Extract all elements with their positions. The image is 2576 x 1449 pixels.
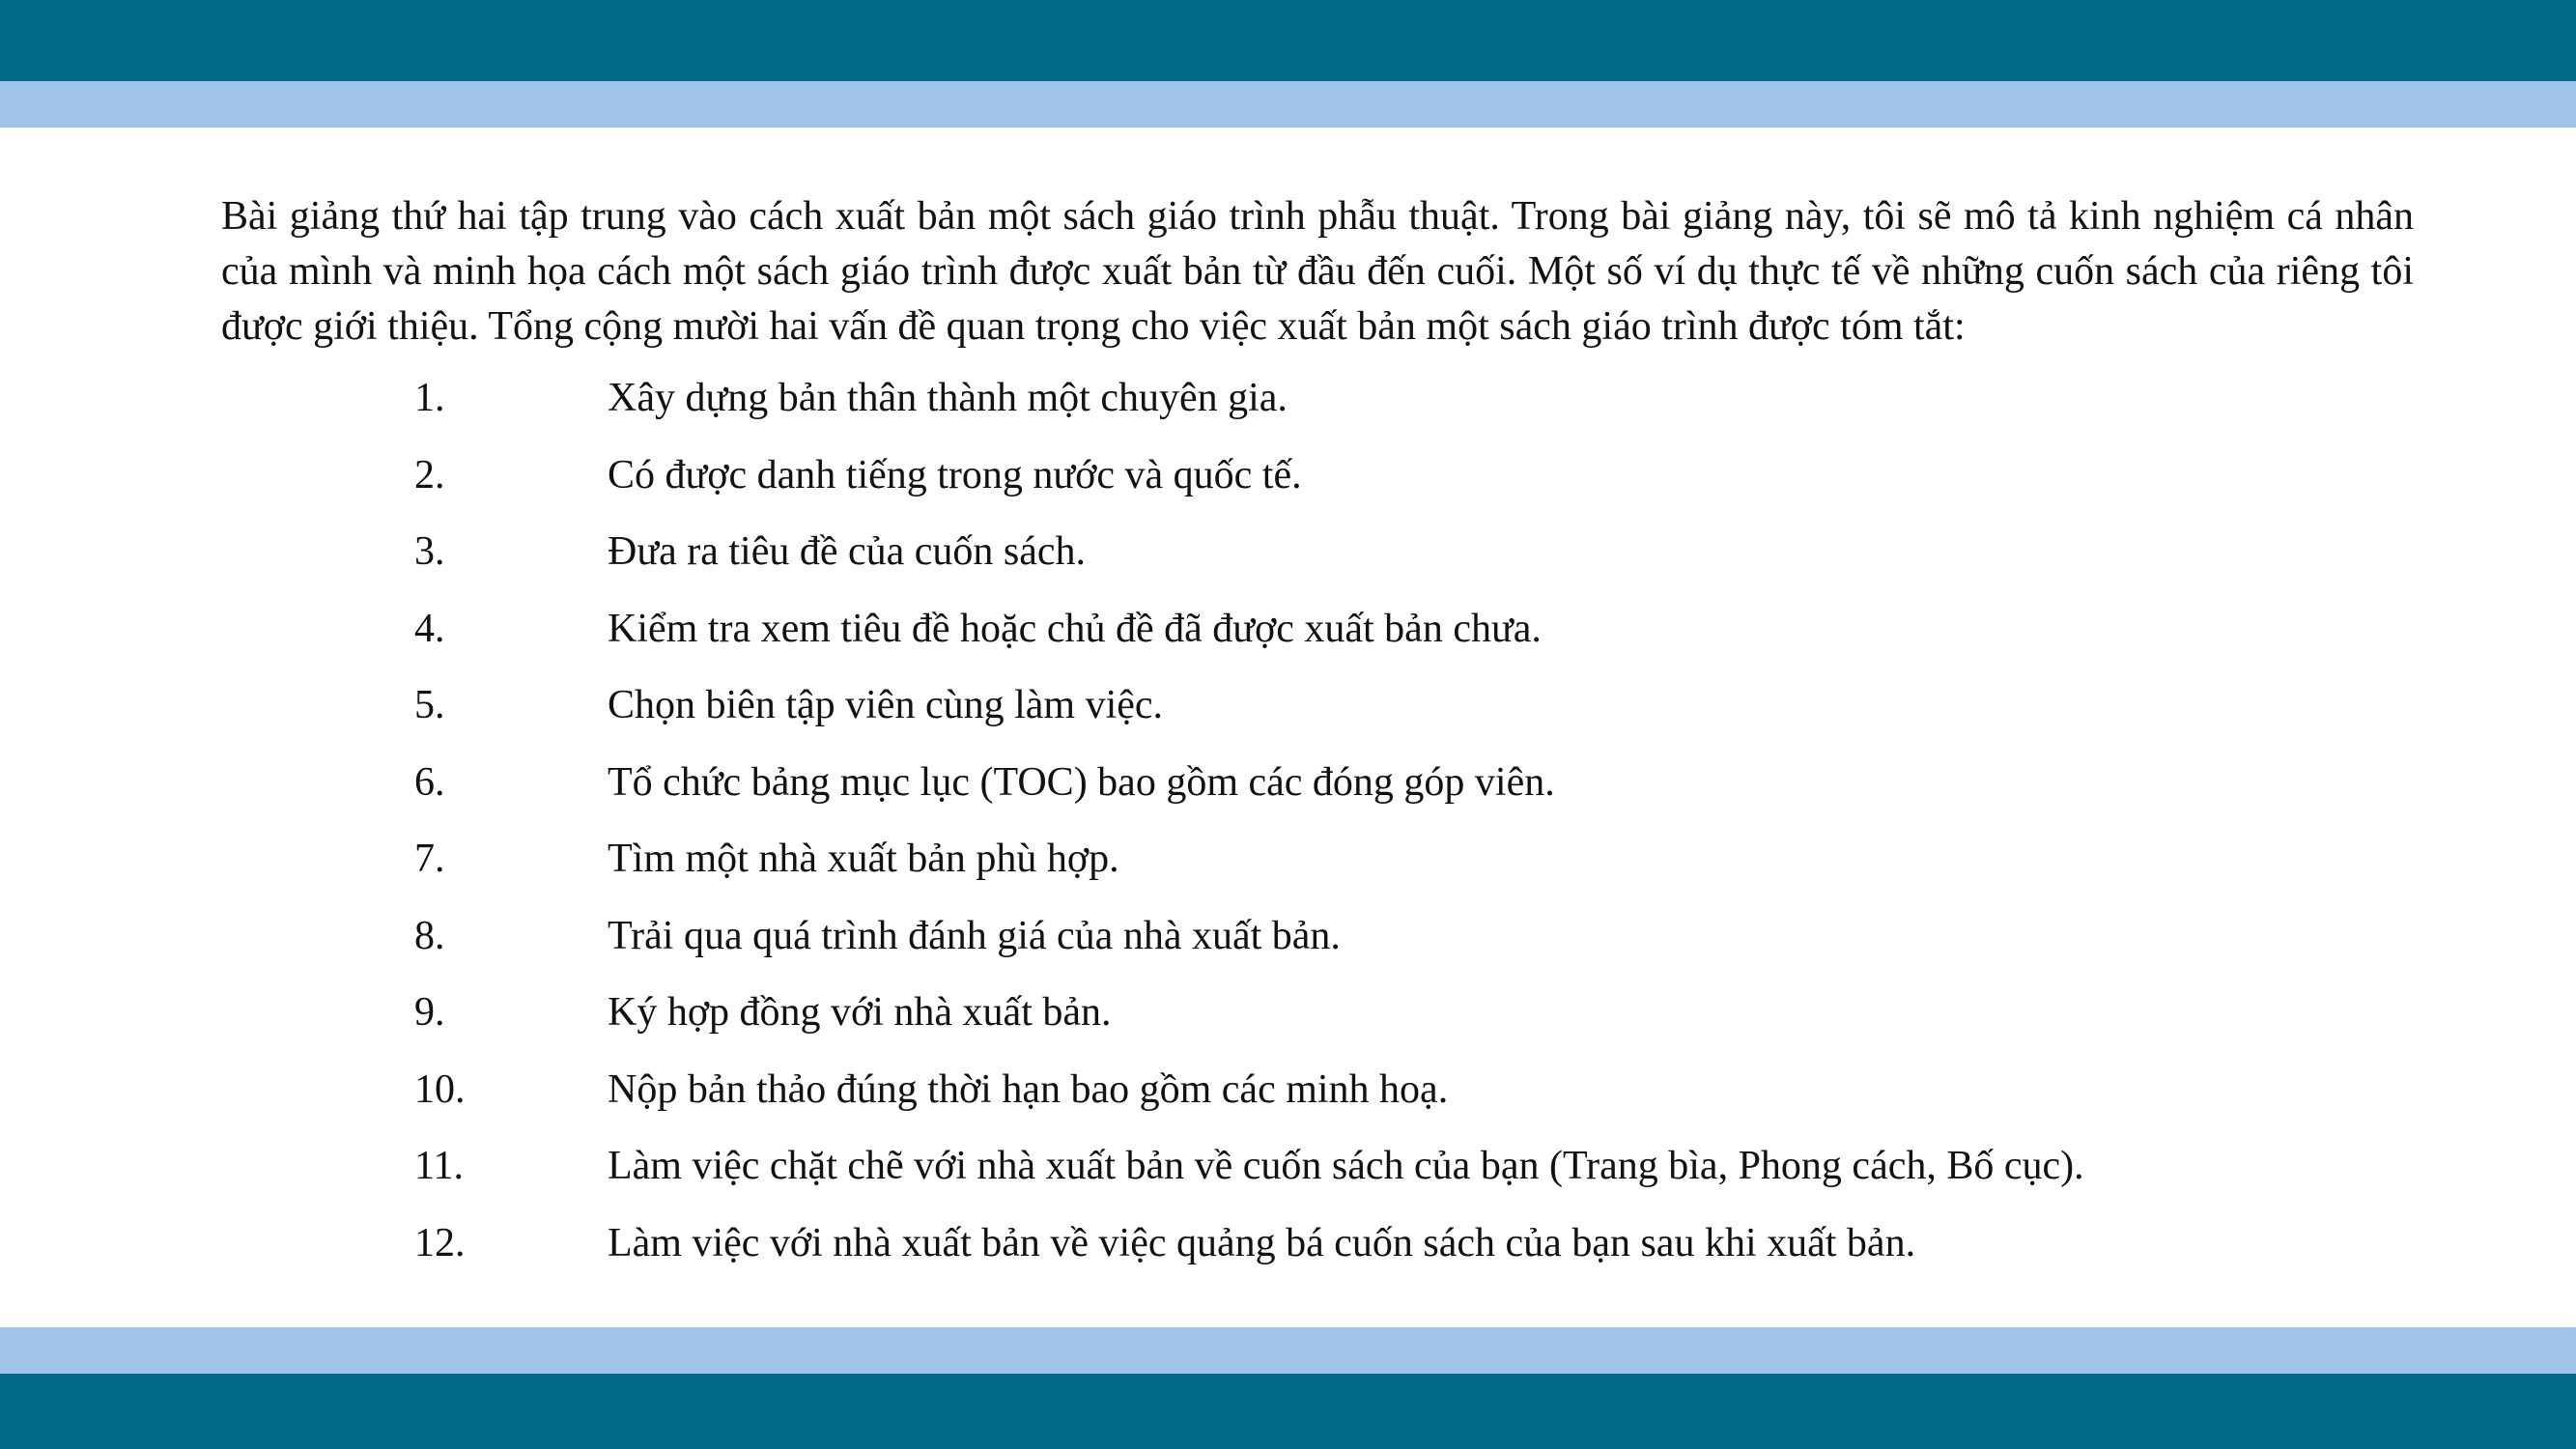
list-item xyxy=(221,525,2414,602)
list-item-number: 9. xyxy=(414,990,445,1035)
intro-paragraph: Bài giảng thứ hai tập trung vào cách xuất bản một sách giáo trình phẫu thuật. Trong bài giảng này, tôi sẽ mô tả kinh nghiệm cá nhân của mình và minh họa cách một sách giáo trình được xuất bản từ đầu đến cuối. Một số ví dụ thực tế về những cuốn sách của riêng tôi được giới thiệu. Tổng cộng mười hai vấn đề quan trọng cho việc xuất bản một sách giáo trình được tóm tắt: xyxy=(221,194,2414,349)
list-item-text: Làm việc chặt chẽ với nhà xuất bản về cuốn sách của bạn (Trang bìa, Phong cách, Bố cục). xyxy=(608,1144,2084,1188)
list-item-number: 5. xyxy=(414,683,445,727)
list-item xyxy=(221,909,2414,986)
list-item-number: 1. xyxy=(414,376,445,420)
list-item-text: Tổ chức bảng mục lục (TOC) bao gồm các đóng góp viên. xyxy=(608,759,1555,805)
list-item-number: 8. xyxy=(414,913,445,958)
top-dark-band xyxy=(0,0,2576,81)
list-item xyxy=(221,832,2414,909)
list-item-text: Kiểm tra xem tiêu đề hoặc chủ đề đã được xuất bản chưa. xyxy=(608,606,1542,651)
list-item-number: 12. xyxy=(414,1220,466,1265)
list-item-number: 6. xyxy=(414,759,445,805)
list-item xyxy=(221,448,2414,526)
list-item-text: Xây dựng bản thân thành một chuyên gia. xyxy=(608,376,1288,420)
list-item-text: Đưa ra tiêu đề của cuốn sách. xyxy=(608,529,1087,574)
list-item-text: Ký hợp đồng với nhà xuất bản. xyxy=(608,990,1112,1035)
numbered-list xyxy=(221,371,2414,1293)
slide-content xyxy=(221,189,2414,1293)
list-item xyxy=(221,678,2414,755)
list-item xyxy=(221,1063,2414,1140)
bottom-light-band xyxy=(0,1327,2576,1374)
list-item-text: Làm việc với nhà xuất bản về việc quảng bá cuốn sách của bạn sau khi xuất bản. xyxy=(608,1220,1916,1265)
list-item-number: 11. xyxy=(414,1144,464,1188)
list-item-number: 3. xyxy=(414,529,445,574)
list-item-text: Có được danh tiếng trong nước và quốc tế. xyxy=(608,452,1302,497)
list-item xyxy=(221,755,2414,833)
list-item xyxy=(221,1216,2414,1293)
top-light-band xyxy=(0,81,2576,128)
list-item-text: Tìm một nhà xuất bản phù hợp. xyxy=(608,837,1119,881)
list-item-number: 4. xyxy=(414,606,445,651)
list-item-text: Nộp bản thảo đúng thời hạn bao gồm các minh hoạ. xyxy=(608,1066,1449,1112)
bottom-dark-band xyxy=(0,1374,2576,1449)
list-item xyxy=(221,1139,2414,1216)
list-item-number: 10. xyxy=(414,1066,466,1112)
list-item-text: Trải qua quá trình đánh giá của nhà xuất bản. xyxy=(608,913,1341,958)
list-item xyxy=(221,985,2414,1063)
list-item-text: Chọn biên tập viên cùng làm việc. xyxy=(608,683,1164,727)
list-item xyxy=(221,602,2414,679)
list-item-number: 7. xyxy=(414,837,445,881)
list-item xyxy=(221,371,2414,448)
list-item-number: 2. xyxy=(414,452,445,497)
